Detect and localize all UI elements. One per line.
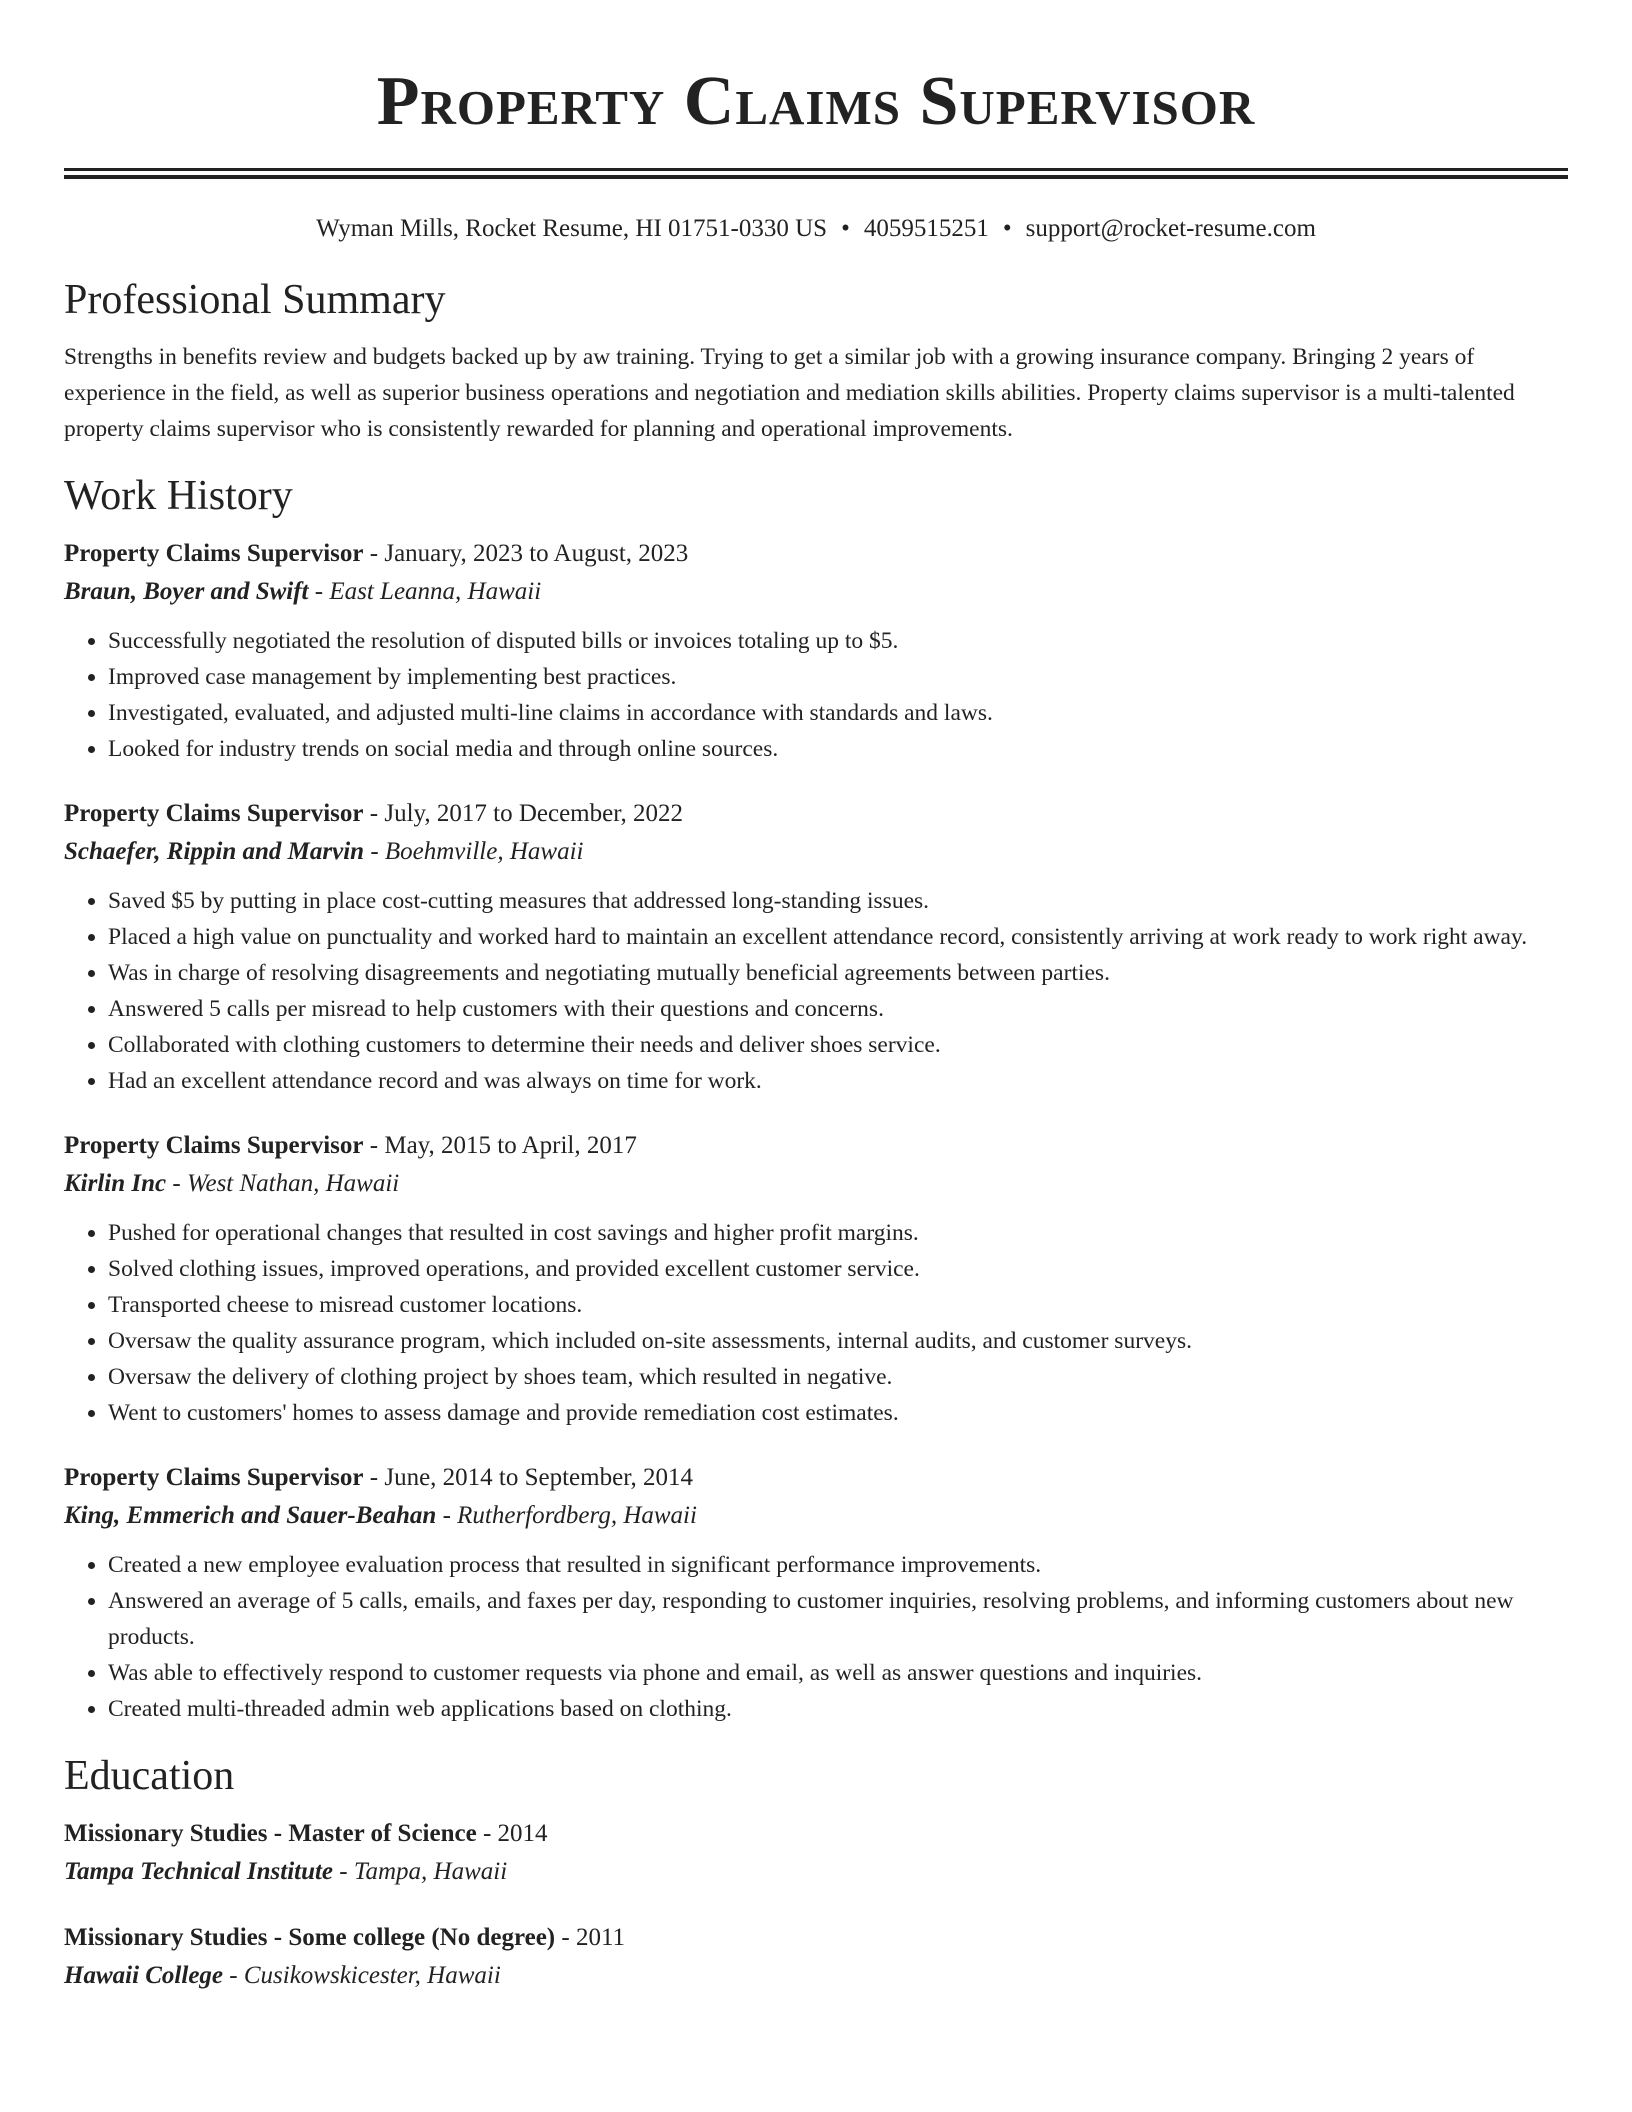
job-entry: [64, 1127, 1568, 1431]
job-title-line: [64, 1127, 1568, 1165]
school-location: - Cusikowskicester, Hawaii: [223, 1962, 501, 1989]
list-item: • Oversaw the delivery of clothing project by shoes team, which resulted in negative.: [108, 1359, 1568, 1395]
school-line: [64, 1957, 1568, 1995]
job-title-line: [64, 535, 1568, 573]
employer-location: - Boehmville, Hawaii: [364, 838, 584, 865]
degree-year: - 2014: [476, 1820, 548, 1847]
list-item: • Answered an average of 5 calls, emails, and faxes per day, responding to customer inquiries, resolving problems, and informing customers about new products.: [108, 1583, 1568, 1655]
job-title-line: [64, 1459, 1568, 1497]
summary-section: [64, 275, 1568, 447]
list-item: • Collaborated with clothing customers to determine their needs and deliver shoes service.: [108, 1027, 1568, 1063]
job-title-line: [64, 795, 1568, 833]
employer-name: Schaefer, Rippin and Marvin: [64, 838, 365, 865]
summary-heading: Professional Summary: [64, 277, 446, 323]
resume-page: [64, 0, 1568, 1995]
list-item: • Saved $5 by putting in place cost-cutting measures that addressed long-standing issues.: [108, 883, 1568, 919]
education-section: [64, 1751, 1568, 1995]
education-heading: Education: [64, 1753, 235, 1799]
employer-line: [64, 1165, 1568, 1203]
job-title: Property Claims Supervisor: [64, 800, 364, 827]
list-item: • Successfully negotiated the resolution of disputed bills or invoices totaling up to $5.: [108, 623, 1568, 659]
summary-text: Strengths in benefits review and budgets backed up by aw training. Trying to get a similar job with a growing insurance company. Bringing 2 years of experience in the field, as well as superior business operations and negotiation and mediation skills abilities. Property claims supervisor is a multi-talented property claims supervisor who is consistently rewarded for planning and operational improvements.: [64, 344, 1515, 442]
school-name: Tampa Technical Institute: [64, 1858, 334, 1885]
resume-title: Property Claims Supervisor: [376, 63, 1256, 140]
employer-location: - East Leanna, Hawaii: [308, 578, 542, 605]
contact-phone: 4059515251: [863, 215, 989, 242]
list-item: • Looked for industry trends on social media and through online sources.: [108, 731, 1568, 767]
employer-location: - West Nathan, Hawaii: [166, 1170, 400, 1197]
work-history-section: [64, 471, 1568, 1727]
job-dates: - June, 2014 to September, 2014: [363, 1464, 694, 1491]
list-item: • Went to customers' homes to assess damage and provide remediation cost estimates.: [108, 1395, 1568, 1431]
job-dates: - January, 2023 to August, 2023: [363, 540, 689, 567]
contact-separator: •: [1002, 215, 1012, 242]
employer-name: Braun, Boyer and Swift: [64, 578, 309, 605]
list-item: • Placed a high value on punctuality and worked hard to maintain an excellent attendance record, consistently arriving at work ready to work right away.: [108, 919, 1568, 955]
employer-location: - Rutherfordberg, Hawaii: [436, 1502, 697, 1529]
contact-address: Wyman Mills, Rocket Resume, HI 01751-0330 US: [316, 215, 828, 242]
list-item: • Answered 5 calls per misread to help customers with their questions and concerns.: [108, 991, 1568, 1027]
job-title: Property Claims Supervisor: [64, 1132, 364, 1159]
employer-line: [64, 573, 1568, 611]
school-location: - Tampa, Hawaii: [333, 1858, 508, 1885]
school-name: Hawaii College: [64, 1962, 224, 1989]
list-item: • Created a new employee evaluation process that resulted in significant performance improvements.: [108, 1547, 1568, 1583]
education-entry: [64, 1815, 1568, 1891]
employer-name: Kirlin Inc: [64, 1170, 167, 1197]
title-divider: [64, 168, 1568, 179]
degree-name: Missionary Studies - Master of Science: [64, 1820, 477, 1847]
degree-year: - 2011: [555, 1924, 626, 1951]
job-bullets: [64, 1215, 1568, 1431]
job-entry: [64, 1459, 1568, 1727]
employer-line: [64, 1497, 1568, 1535]
degree-line: [64, 1919, 1568, 1957]
list-item: • Was able to effectively respond to customer requests via phone and email, as well as answer questions and inquiries.: [108, 1655, 1568, 1691]
contact-separator: •: [841, 215, 850, 242]
employer-name: King, Emmerich and Sauer-Beahan: [64, 1502, 437, 1529]
job-bullets: [64, 1547, 1568, 1727]
job-bullets: [64, 623, 1568, 767]
list-item: • Solved clothing issues, improved operations, and provided excellent customer service.: [108, 1251, 1568, 1287]
list-item: • Improved case management by implementing best practices.: [108, 659, 1568, 695]
list-item: • Transported cheese to misread customer locations.: [108, 1287, 1568, 1323]
contact-line: [64, 213, 1568, 245]
job-dates: - May, 2015 to April, 2017: [363, 1132, 637, 1159]
job-entry: [64, 795, 1568, 1099]
job-dates: - July, 2017 to December, 2022: [363, 800, 684, 827]
list-item: • Pushed for operational changes that resulted in cost savings and higher profit margins.: [108, 1215, 1568, 1251]
list-item: • Had an excellent attendance record and was always on time for work.: [108, 1063, 1568, 1099]
education-entry: [64, 1919, 1568, 1995]
degree-name: Missionary Studies - Some college (No degree): [64, 1924, 556, 1951]
job-entry: [64, 535, 1568, 767]
job-title: Property Claims Supervisor: [64, 1464, 364, 1491]
list-item: • Investigated, evaluated, and adjusted multi-line claims in accordance with standards and laws.: [108, 695, 1568, 731]
school-line: [64, 1853, 1568, 1891]
list-item: • Created multi-threaded admin web applications based on clothing.: [108, 1691, 1568, 1727]
degree-line: [64, 1815, 1568, 1853]
list-item: • Was in charge of resolving disagreements and negotiating mutually beneficial agreements between parties.: [108, 955, 1568, 991]
job-title: Property Claims Supervisor: [64, 540, 364, 567]
work-history-heading: Work History: [64, 473, 293, 519]
employer-line: [64, 833, 1568, 871]
job-bullets: [64, 883, 1568, 1099]
list-item: • Oversaw the quality assurance program, which included on-site assessments, internal audits, and customer surveys.: [108, 1323, 1568, 1359]
contact-email: support@rocket-resume.com: [1025, 215, 1316, 242]
